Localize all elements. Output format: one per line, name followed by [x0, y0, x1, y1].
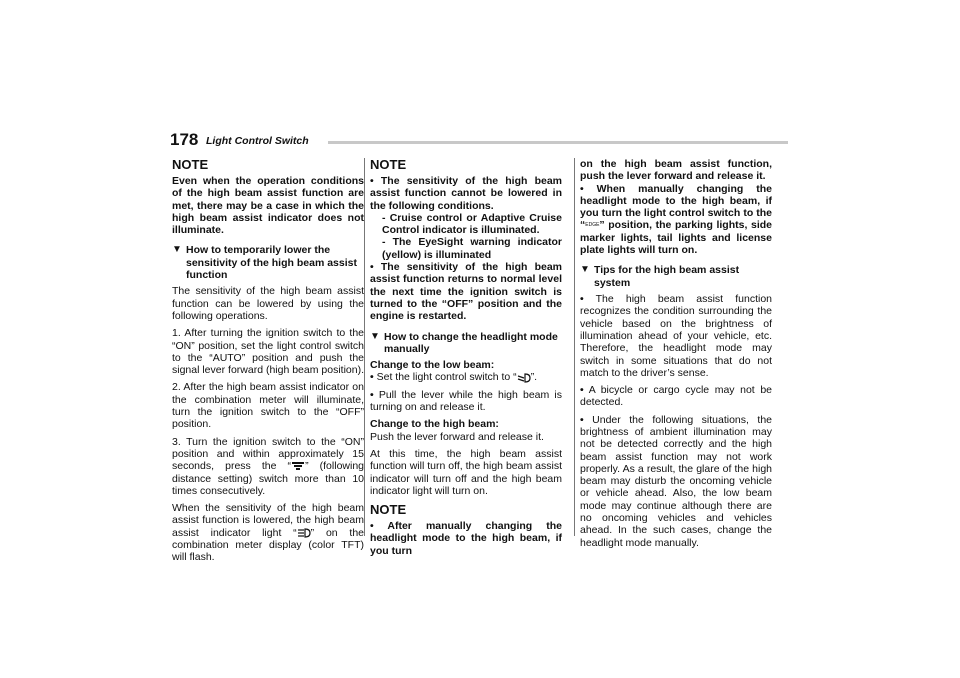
step-2: 2. After the high beam assist indicator on the combination meter will illuminate, turn the ignition switch to the “OFF” position.: [172, 381, 364, 431]
item-text-b: ”.: [530, 371, 538, 384]
bullet-icon: •: [580, 293, 584, 306]
following-distance-icon: [291, 461, 305, 471]
bullet-icon: •: [580, 182, 584, 195]
column-divider: [574, 158, 575, 536]
triangle-bullet-icon: ▼: [580, 264, 590, 276]
list-item: [580, 384, 772, 409]
list-item: [370, 371, 562, 383]
triangle-bullet-icon: ▼: [370, 330, 380, 342]
step-3-text-b: ” (following distance setting) switch more than 10 times consecutively.: [172, 460, 364, 497]
item-text: The high beam assist function recognizes the condition surrounding the vehicle based on the brightness of illumination ahead of your vehicle, etc. Therefore, the headlight mode may switch in some situations that do not match to the driver’s sense.: [580, 293, 772, 379]
high-beam-assist-icon: [297, 528, 311, 538]
column-divider: [364, 158, 365, 536]
triangle-bullet-icon: ▼: [172, 244, 182, 256]
note-text: Even when the operation conditions of the high beam assist function are met, there may be a case in which the high beam assist indicator does not illuminate.: [172, 175, 364, 237]
page-header: [170, 132, 790, 152]
note-title: NOTE: [370, 502, 407, 518]
step-1: 1. After turning the ignition switch to the “ON” position, set the light control switch to the “AUTO” position and push the signal lever forward (high beam position).: [172, 327, 365, 377]
column-2: [370, 158, 562, 557]
paragraph: At this time, the high beam assist function will turn off, the high beam assist indicator will turn off and the high beam indicator light will turn on.: [370, 447, 562, 497]
note-bullet: [580, 183, 772, 257]
heading-text: Tips for the high beam assist system: [594, 264, 740, 289]
bullet-text: After manually changing the headlight mode to the high beam, if you turn: [370, 520, 563, 557]
paragraph: Push the lever forward and release it.: [370, 430, 544, 443]
bullet-icon: •: [580, 384, 584, 397]
bullet-text-b: ” position, the parking lights, side marker lights, tail lights and license plate lights will turn on.: [580, 219, 772, 257]
step-3-text-a: 3. Turn the ignition switch to the “ON” position and within approximately 15 seconds, press the “: [172, 435, 364, 473]
edge-icon: EDGE: [585, 222, 600, 229]
note-bullet: [370, 261, 562, 322]
section-heading: [580, 264, 772, 289]
item-text: Pull the lever while the high beam is turning on and release it.: [370, 388, 562, 414]
subheading: Change to the high beam:: [370, 418, 499, 431]
bullet-icon: •: [370, 388, 374, 401]
heading-text: How to temporarily lower the sensitivity of the high beam assist function: [186, 244, 357, 282]
list-item: [580, 414, 772, 549]
sub-item: - Cruise control or Adaptive Cruise Control indicator is illuminated.: [382, 211, 562, 237]
para-text-b: ” on the combination meter display (color TFT) will flash.: [172, 526, 365, 564]
continued-text: on the high beam assist function, push the lever forward and release it.: [580, 158, 772, 183]
bullet-text: The sensitivity of the high beam assist function returns to normal level the next time the ignition switch is turned to the “OFF” position and the engine is restarted.: [370, 261, 563, 323]
page-number: 178: [170, 130, 199, 149]
bullet-text: The sensitivity of the high beam assist function cannot be lowered in the following conditions.: [370, 175, 563, 212]
bullet-text-a: When manually changing the headlight mode to the high beam, if you turn the light control switch to the “: [580, 182, 772, 232]
column-3: [580, 158, 772, 554]
section-heading: [172, 244, 364, 281]
bullet-icon: •: [370, 175, 374, 187]
item-text: Under the following situations, the brightness of ambient illumination may not be detected correctly and the high beam assist function may not work properly. As a result, the glare of the high beam may disturb the oncoming vehicle or vehicle ahead. Also, the low beam mode may continue although there are no oncoming vehicles and vehicles ahead. In the such cases, change the headlight mode manually.: [580, 413, 773, 549]
sub-item: - The EyeSight warning indicator (yellow) is illuminated: [382, 236, 562, 261]
section-heading: [370, 331, 562, 356]
bullet-icon: •: [370, 261, 374, 274]
bullet-icon: •: [370, 371, 374, 384]
note-bullet: [370, 175, 562, 212]
column-1: [172, 158, 364, 569]
bullet-icon: •: [370, 520, 374, 533]
step-3: [172, 436, 364, 497]
paragraph: [172, 502, 364, 563]
note-title: NOTE: [370, 157, 407, 172]
list-item: [370, 389, 562, 414]
note-title: NOTE: [172, 157, 209, 172]
note-bullet: [370, 520, 562, 557]
paragraph: The sensitivity of the high beam assist function can be lowered by using the following operations.: [172, 285, 364, 322]
subheading: Change to the low beam:: [370, 359, 495, 372]
item-text: A bicycle or cargo cycle may not be detected.: [580, 384, 772, 409]
low-beam-icon: [517, 373, 531, 383]
item-text-a: Set the light control switch to “: [376, 371, 517, 384]
heading-text: How to change the headlight mode manually: [384, 330, 558, 355]
para-text-a: When the sensitivity of the high beam assist function is lowered, the high beam assist indicator light “: [172, 502, 364, 539]
list-item: [580, 293, 772, 379]
bullet-icon: •: [580, 413, 584, 426]
header-rule: [328, 141, 788, 144]
section-title: Light Control Switch: [206, 135, 309, 147]
